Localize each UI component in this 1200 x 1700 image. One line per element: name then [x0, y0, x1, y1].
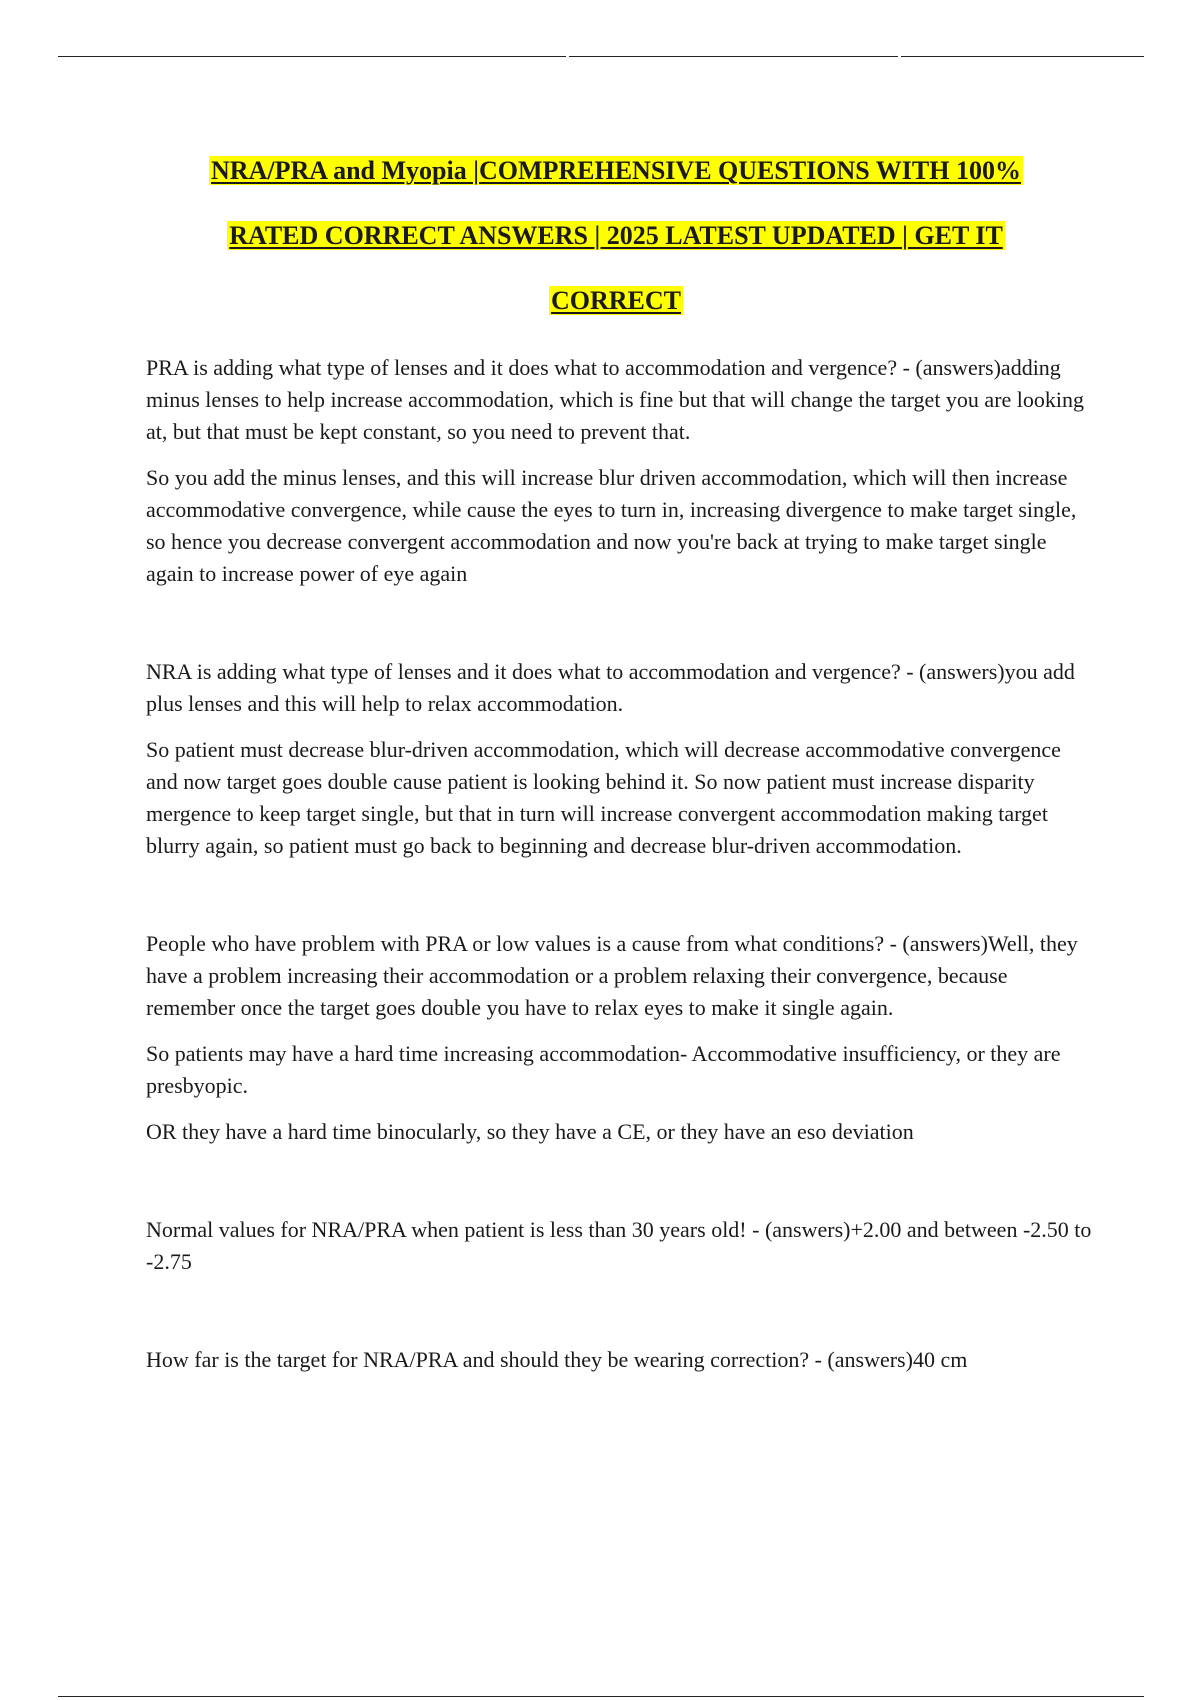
divider-gap [566, 54, 569, 59]
document-title [120, 138, 1112, 333]
qa-paragraph: So you add the minus lenses, and this will increase blur driven accommodation, which will then increase accommodative convergence, while cause the eyes to turn in, increasing divergence to make target single, so hence you decrease convergent accommodation and now you're back at trying to make target single again to increase power of eye again [146, 465, 1077, 586]
qa-item-1 [146, 352, 1096, 590]
title-line-2: RATED CORRECT ANSWERS | 2025 LATEST UPDATED | GET IT [229, 221, 1003, 250]
document-body [146, 352, 1096, 1376]
qa-item-3 [146, 928, 1096, 1148]
qa-paragraph: So patient must decrease blur-driven accommodation, which will decrease accommodative convergence and now target goes double cause patient is looking behind it. So now patient must increase disparity mergence to keep target single, but that in turn will increase convergent accommodation making target blurry again, so patient must go back to beginning and decrease blur-driven accommodation. [146, 737, 1061, 858]
title-line-1: NRA/PRA and Myopia |COMPREHENSIVE QUESTIONS WITH 100% [211, 156, 1021, 185]
qa-paragraph: How far is the target for NRA/PRA and should they be wearing correction? - (answers)40 cm [146, 1347, 968, 1372]
qa-paragraph: Normal values for NRA/PRA when patient is less than 30 years old! - (answers)+2.00 and between -2.50 to -2.75 [146, 1217, 1092, 1274]
qa-paragraph: OR they have a hard time binocularly, so they have a CE, or they have an eso deviation [146, 1119, 914, 1144]
qa-paragraph: People who have problem with PRA or low values is a cause from what conditions? - (answers)Well, they have a problem increasing their accommodation or a problem relaxing their convergence, because remember once the target goes double you have to relax eyes to make it single again. [146, 931, 1078, 1020]
qa-paragraph: PRA is adding what type of lenses and it does what to accommodation and vergence? - (answers)adding minus lenses to help increase accommodation, which is fine but that will change the target you are looking at, but that must be kept constant, so you need to prevent that. [146, 355, 1085, 444]
title-line-3: CORRECT [550, 286, 681, 315]
divider-gap [898, 54, 901, 59]
bottom-divider [58, 1696, 1144, 1697]
qa-paragraph: NRA is adding what type of lenses and it does what to accommodation and vergence? - (answers)you add plus lenses and this will help to relax accommodation. [146, 659, 1075, 716]
qa-item-5 [146, 1344, 1096, 1376]
qa-item-2 [146, 656, 1096, 862]
top-divider [58, 56, 1144, 57]
qa-paragraph: So patients may have a hard time increasing accommodation- Accommodative insufficiency, or they are presbyopic. [146, 1041, 1061, 1098]
qa-item-4 [146, 1214, 1096, 1278]
